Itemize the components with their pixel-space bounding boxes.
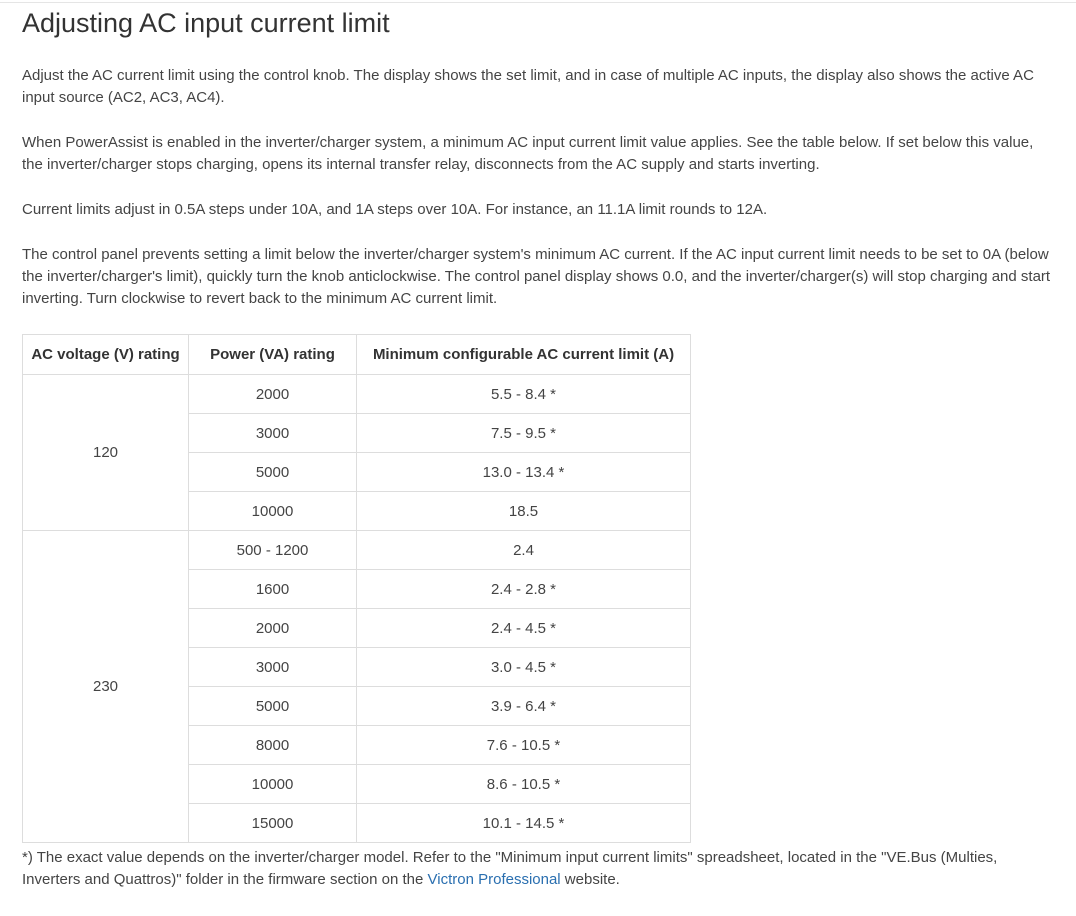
header-power: Power (VA) rating: [189, 335, 357, 375]
power-cell: 5000: [189, 687, 357, 726]
voltage-cell: 120: [23, 375, 189, 531]
power-cell: 3000: [189, 414, 357, 453]
paragraph-zero-limit: The control panel prevents setting a limit below the inverter/charger system's minimum AC current. If the AC input current limit needs to be set to 0A (below the inverter/charger's limit), quickly turn the knob anticlockwise. The control panel display shows 0.0, and the inverter/charger(s) will stop charging and start inverting. Turn clockwise to revert back to the minimum AC current limit.: [22, 246, 1051, 307]
limit-cell: 2.4 - 2.8 *: [357, 570, 691, 609]
power-cell: 3000: [189, 648, 357, 687]
paragraph-control-knob: Adjust the AC current limit using the control knob. The display shows the set limit, and in case of multiple AC inputs, the display also shows the active AC input source (AC2, AC3, AC4).: [22, 67, 1034, 106]
power-cell: 10000: [189, 765, 357, 804]
limit-cell: 3.9 - 6.4 *: [357, 687, 691, 726]
limit-cell: 7.6 - 10.5 *: [357, 726, 691, 765]
footnote-text: *) The exact value depends on the inverter/charger model. Refer to the "Minimum input current limits" spreadsheet, located in the "VE.Bus (Multies, Inverters and Quattros)" folder in the firmware section on the: [22, 849, 998, 888]
power-cell: 8000: [189, 726, 357, 765]
footnote-text-end: website.: [560, 871, 620, 888]
power-cell: 500 - 1200: [189, 531, 357, 570]
top-divider: [0, 2, 1076, 3]
paragraph-powerassist: When PowerAssist is enabled in the inverter/charger system, a minimum AC input current limit value applies. See the table below. If set below this value, the inverter/charger stops charging, opens its internal transfer relay, disconnects from the AC supply and starts inverting.: [22, 134, 1034, 173]
power-cell: 2000: [189, 375, 357, 414]
limit-cell: 10.1 - 14.5 *: [357, 804, 691, 843]
power-cell: 5000: [189, 453, 357, 492]
limit-cell: 18.5: [357, 492, 691, 531]
current-limit-table: [22, 334, 691, 843]
limit-cell: 7.5 - 9.5 *: [357, 414, 691, 453]
power-cell: 2000: [189, 609, 357, 648]
power-cell: 15000: [189, 804, 357, 843]
limit-cell: 8.6 - 10.5 *: [357, 765, 691, 804]
table-footnote: [22, 847, 1057, 891]
page-title: Adjusting AC input current limit: [22, 8, 390, 38]
power-cell: 10000: [189, 492, 357, 531]
limit-cell: 13.0 - 13.4 *: [357, 453, 691, 492]
table-row: [23, 531, 691, 570]
header-min-limit: Minimum configurable AC current limit (A): [357, 335, 691, 375]
limit-cell: 2.4: [357, 531, 691, 570]
paragraph-step-size: Current limits adjust in 0.5A steps under 10A, and 1A steps over 10A. For instance, an 11.1A limit rounds to 12A.: [22, 201, 768, 218]
header-voltage: AC voltage (V) rating: [23, 335, 189, 375]
table-header-row: [23, 335, 691, 375]
power-cell: 1600: [189, 570, 357, 609]
victron-professional-link[interactable]: Victron Professional: [427, 871, 561, 888]
limit-cell: 2.4 - 4.5 *: [357, 609, 691, 648]
limit-cell: 5.5 - 8.4 *: [357, 375, 691, 414]
limit-cell: 3.0 - 4.5 *: [357, 648, 691, 687]
table-row: [23, 375, 691, 414]
voltage-cell: 230: [23, 531, 189, 843]
